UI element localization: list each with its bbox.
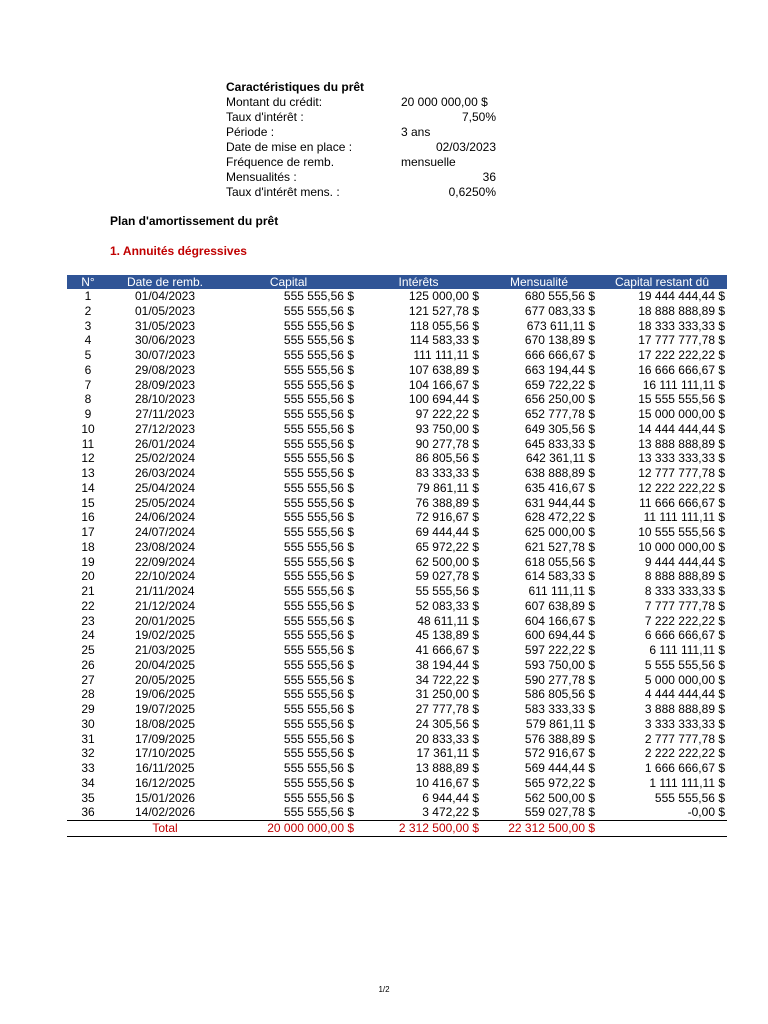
cell-capital: 555 555,56 $ <box>283 421 354 436</box>
total-label: Total <box>109 821 221 837</box>
cell-remaining: 15 555 555,56 $ <box>638 392 725 407</box>
cell-payment: 628 472,22 $ <box>524 510 595 525</box>
cell-payment: 673 611,11 $ <box>526 318 595 333</box>
cell-interest: 20 833,33 $ <box>415 731 479 746</box>
table-row <box>67 702 727 717</box>
cell-number: 9 <box>84 407 92 421</box>
cell-payment: 600 694,44 $ <box>524 628 595 643</box>
cell-date: 14/02/2026 <box>134 805 196 820</box>
cell-payment: 559 027,78 $ <box>524 805 595 820</box>
total-row <box>67 821 727 837</box>
cell-number: 22 <box>81 598 95 613</box>
cell-remaining: 1 666 666,67 $ <box>644 761 725 775</box>
cell-capital: 555 555,56 $ <box>283 716 354 731</box>
cell-interest: 100 694,44 $ <box>408 392 479 407</box>
cell-payment: 607 638,89 $ <box>524 598 595 613</box>
table-row <box>67 614 727 629</box>
field-label: Période : <box>226 125 275 139</box>
cell-number: 32 <box>81 746 95 761</box>
table-row <box>67 481 727 496</box>
cell-date: 25/05/2024 <box>134 495 196 510</box>
cell-date: 21/11/2024 <box>135 584 195 598</box>
field-value: 36 <box>482 170 496 184</box>
cell-number: 24 <box>81 628 95 643</box>
cell-remaining: 13 333 333,33 $ <box>638 451 725 466</box>
cell-interest: 65 972,22 $ <box>415 539 479 554</box>
cell-capital: 555 555,56 $ <box>283 657 354 672</box>
cell-capital: 555 555,56 $ <box>283 613 354 628</box>
cell-interest: 79 861,11 $ <box>416 480 479 495</box>
cell-number: 36 <box>81 805 95 820</box>
cell-interest: 83 333,33 $ <box>415 466 479 480</box>
table-row <box>67 304 727 319</box>
cell-date: 30/06/2023 <box>134 333 196 348</box>
cell-payment: 680 555,56 $ <box>524 289 595 303</box>
cell-remaining: 6 666 666,67 $ <box>644 628 725 643</box>
cell-capital: 555 555,56 $ <box>283 702 354 716</box>
table-row <box>67 569 727 584</box>
cell-remaining: 11 666 666,67 $ <box>639 495 725 510</box>
cell-capital: 555 555,56 $ <box>283 569 354 584</box>
cell-capital: 555 555,56 $ <box>283 333 354 348</box>
cell-capital: 555 555,56 $ <box>283 495 354 510</box>
cell-remaining: 2 777 777,78 $ <box>644 731 725 746</box>
col-header-date: Date de remb. <box>109 275 221 289</box>
cell-capital: 555 555,56 $ <box>283 362 354 377</box>
cell-date: 18/08/2025 <box>134 716 196 731</box>
cell-interest: 121 527,78 $ <box>408 303 479 318</box>
table-row <box>67 407 727 422</box>
field-value: 7,50% <box>461 110 496 124</box>
table-row <box>67 378 727 393</box>
cell-payment: 645 833,33 $ <box>524 436 595 451</box>
field-label: Taux d'intérêt mens. : <box>226 185 340 199</box>
cell-interest: 52 083,33 $ <box>415 598 479 613</box>
cell-payment: 597 222,22 $ <box>524 643 595 657</box>
cell-number: 11 <box>81 436 95 451</box>
cell-remaining: 16 111 111,11 $ <box>642 377 725 392</box>
cell-number: 34 <box>81 775 95 790</box>
cell-capital: 555 555,56 $ <box>283 466 354 480</box>
cell-date: 28/10/2023 <box>134 392 196 407</box>
cell-date: 26/03/2024 <box>134 466 196 480</box>
cell-date: 25/04/2024 <box>134 480 196 495</box>
cell-capital: 555 555,56 $ <box>283 584 354 598</box>
cell-capital: 555 555,56 $ <box>283 451 354 466</box>
cell-interest: 69 444,44 $ <box>415 525 479 539</box>
cell-date: 20/01/2025 <box>134 613 196 628</box>
cell-interest: 72 916,67 $ <box>415 510 479 525</box>
cell-number: 20 <box>81 569 95 584</box>
cell-capital: 555 555,56 $ <box>283 805 354 820</box>
field-value: mensuelle <box>401 155 456 169</box>
subsection-title: 1. Annuités dégressives <box>110 244 247 258</box>
table-row <box>67 599 727 614</box>
cell-capital: 555 555,56 $ <box>283 554 354 569</box>
table-row <box>67 643 727 658</box>
cell-remaining: 17 222 222,22 $ <box>638 348 725 362</box>
cell-remaining: 5 555 555,56 $ <box>644 657 725 672</box>
cell-payment: 576 388,89 $ <box>524 731 595 746</box>
amortization-table <box>67 275 727 837</box>
cell-capital: 555 555,56 $ <box>283 539 354 554</box>
cell-remaining: 11 111 111,11 $ <box>643 510 725 525</box>
cell-payment: 583 333,33 $ <box>524 702 595 716</box>
cell-number: 30 <box>81 716 95 731</box>
cell-capital: 555 555,56 $ <box>283 392 354 407</box>
cell-interest: 45 138,89 $ <box>415 628 479 643</box>
cell-payment: 621 527,78 $ <box>524 539 595 554</box>
cell-capital: 555 555,56 $ <box>283 775 354 790</box>
cell-interest: 107 638,89 $ <box>408 362 479 377</box>
cell-number: 13 <box>81 466 95 480</box>
cell-number: 1 <box>84 289 92 303</box>
table-row <box>67 319 727 334</box>
cell-interest: 86 805,56 $ <box>415 451 479 466</box>
cell-interest: 93 750,00 $ <box>415 421 479 436</box>
table-row <box>67 392 727 407</box>
cell-remaining: 9 444 444,44 $ <box>644 554 725 569</box>
table-row <box>67 584 727 599</box>
cell-date: 24/07/2024 <box>134 525 196 539</box>
cell-interest: 17 361,11 $ <box>416 746 479 761</box>
cell-capital: 555 555,56 $ <box>283 303 354 318</box>
cell-interest: 111 111,11 $ <box>413 348 479 362</box>
cell-capital: 555 555,56 $ <box>283 436 354 451</box>
cell-payment: 611 111,11 $ <box>528 584 595 598</box>
table-row <box>67 333 727 348</box>
cell-payment: 666 666,67 $ <box>524 348 595 362</box>
cell-interest: 76 388,89 $ <box>415 495 479 510</box>
cell-payment: 663 194,44 $ <box>524 362 595 377</box>
cell-payment: 625 000,00 $ <box>524 525 595 539</box>
cell-remaining: 7 222 222,22 $ <box>644 613 725 628</box>
table-row <box>67 673 727 688</box>
cell-date: 24/06/2024 <box>134 510 196 525</box>
cell-remaining: 7 777 777,78 $ <box>644 598 725 613</box>
cell-remaining: 6 111 111,11 $ <box>649 643 725 657</box>
cell-capital: 555 555,56 $ <box>283 525 354 539</box>
table-row <box>67 717 727 732</box>
cell-interest: 118 055,56 $ <box>409 318 479 333</box>
cell-number: 15 <box>81 495 95 510</box>
cell-number: 14 <box>81 480 95 495</box>
cell-interest: 55 555,56 $ <box>415 584 479 598</box>
cell-remaining: 17 777 777,78 $ <box>638 333 725 348</box>
cell-payment: 635 416,67 $ <box>524 480 595 495</box>
cell-date: 23/08/2024 <box>134 539 196 554</box>
cell-payment: 649 305,56 $ <box>524 421 595 436</box>
cell-capital: 555 555,56 $ <box>283 628 354 643</box>
cell-payment: 670 138,89 $ <box>524 333 595 348</box>
cell-remaining: 8 888 888,89 $ <box>644 569 725 584</box>
cell-remaining: 5 000 000,00 $ <box>644 672 725 687</box>
cell-capital: 555 555,56 $ <box>283 480 354 495</box>
cell-capital: 555 555,56 $ <box>283 289 354 303</box>
cell-date: 31/05/2023 <box>134 318 196 333</box>
cell-date: 19/06/2025 <box>134 687 196 702</box>
cell-payment: 593 750,00 $ <box>524 657 595 672</box>
cell-payment: 569 444,44 $ <box>524 761 595 775</box>
table-row <box>67 746 727 761</box>
cell-number: 19 <box>81 554 95 569</box>
cell-number: 31 <box>81 731 95 746</box>
cell-remaining: 18 888 888,89 $ <box>638 303 725 318</box>
cell-remaining: -0,00 $ <box>687 805 725 820</box>
section-title: Plan d'amortissement du prêt <box>110 214 279 228</box>
cell-payment: 652 777,78 $ <box>524 407 595 421</box>
cell-remaining: 8 333 333,33 $ <box>644 584 725 598</box>
cell-date: 28/09/2023 <box>134 377 196 392</box>
cell-payment: 572 916,67 $ <box>524 746 595 761</box>
cell-number: 4 <box>84 333 92 348</box>
cell-capital: 555 555,56 $ <box>283 377 354 392</box>
cell-date: 20/05/2025 <box>134 672 196 687</box>
field-value: 20 000 000,00 $ <box>401 95 488 109</box>
cell-payment: 659 722,22 $ <box>524 377 595 392</box>
field-label: Fréquence de remb. <box>226 155 335 169</box>
cell-capital: 555 555,56 $ <box>283 598 354 613</box>
col-header-interest: Intérêts <box>356 275 481 289</box>
total-payment: 22 312 500,00 $ <box>481 821 597 837</box>
table-row <box>67 496 727 511</box>
cell-remaining: 4 444 444,44 $ <box>644 687 725 702</box>
table-row <box>67 791 727 806</box>
loan-characteristics-title: Caractéristiques du prêt <box>226 80 365 94</box>
field-value: 3 ans <box>401 125 431 139</box>
table-row <box>67 466 727 481</box>
cell-interest: 27 777,78 $ <box>415 702 479 716</box>
cell-interest: 48 611,11 $ <box>417 613 479 628</box>
page-number: 1/2 <box>378 985 390 994</box>
cell-capital: 555 555,56 $ <box>283 318 354 333</box>
col-header-number: N° <box>67 275 109 289</box>
field-value: 0,6250% <box>448 185 496 199</box>
table-row <box>67 363 727 378</box>
cell-interest: 41 666,67 $ <box>415 643 479 657</box>
cell-number: 5 <box>84 348 92 362</box>
cell-number: 33 <box>81 761 95 775</box>
table-row <box>67 348 727 363</box>
cell-number: 3 <box>84 318 92 333</box>
cell-interest: 125 000,00 $ <box>408 289 479 303</box>
col-header-payment: Mensualité <box>481 275 597 289</box>
table-row <box>67 289 727 304</box>
cell-number: 16 <box>81 510 95 525</box>
table-row <box>67 510 727 525</box>
cell-interest: 3 472,22 $ <box>422 805 479 820</box>
cell-remaining: 555 555,56 $ <box>654 790 725 805</box>
cell-interest: 10 416,67 $ <box>415 775 479 790</box>
cell-date: 01/05/2023 <box>134 303 196 318</box>
cell-capital: 555 555,56 $ <box>283 790 354 805</box>
cell-date: 17/10/2025 <box>134 746 196 761</box>
total-interest: 2 312 500,00 $ <box>356 821 481 837</box>
table-row <box>67 540 727 555</box>
col-header-remaining: Capital restant dû <box>597 275 727 289</box>
cell-capital: 555 555,56 $ <box>283 407 354 421</box>
cell-payment: 562 500,00 $ <box>524 790 595 805</box>
table-row <box>67 451 727 466</box>
cell-interest: 114 583,33 $ <box>409 333 479 348</box>
field-label: Taux d'intérêt : <box>226 110 304 124</box>
cell-payment: 565 972,22 $ <box>524 775 595 790</box>
cell-remaining: 13 888 888,89 $ <box>638 436 725 451</box>
table-row <box>67 628 727 643</box>
table-row <box>67 525 727 540</box>
cell-capital: 555 555,56 $ <box>283 731 354 746</box>
cell-payment: 656 250,00 $ <box>524 392 595 407</box>
cell-number: 2 <box>84 303 92 318</box>
table-row <box>67 805 727 820</box>
cell-date: 27/11/2023 <box>135 407 195 421</box>
cell-capital: 555 555,56 $ <box>283 746 354 761</box>
cell-capital: 555 555,56 $ <box>283 348 354 362</box>
cell-date: 19/07/2025 <box>134 702 196 716</box>
cell-payment: 586 805,56 $ <box>524 687 595 702</box>
cell-remaining: 10 000 000,00 $ <box>638 539 725 554</box>
cell-remaining: 14 444 444,44 $ <box>638 421 725 436</box>
table-row <box>67 555 727 570</box>
cell-number: 8 <box>84 392 92 407</box>
cell-payment: 590 277,78 $ <box>524 672 595 687</box>
cell-remaining: 18 333 333,33 $ <box>638 318 725 333</box>
cell-remaining: 1 111 111,11 $ <box>649 775 725 790</box>
cell-number: 6 <box>84 362 92 377</box>
cell-capital: 555 555,56 $ <box>283 761 354 775</box>
cell-date: 16/12/2025 <box>134 775 196 790</box>
cell-number: 21 <box>81 584 95 598</box>
cell-payment: 631 944,44 $ <box>524 495 595 510</box>
field-value: 02/03/2023 <box>435 140 496 154</box>
cell-number: 28 <box>81 687 95 702</box>
table-row <box>67 687 727 702</box>
cell-remaining: 10 555 555,56 $ <box>638 525 725 539</box>
cell-date: 19/02/2025 <box>134 628 196 643</box>
cell-number: 25 <box>81 643 95 657</box>
cell-date: 21/12/2024 <box>134 598 196 613</box>
cell-interest: 97 222,22 $ <box>415 407 479 421</box>
cell-number: 26 <box>81 657 95 672</box>
cell-interest: 90 277,78 $ <box>415 436 479 451</box>
cell-number: 35 <box>81 790 95 805</box>
cell-payment: 677 083,33 $ <box>524 303 595 318</box>
cell-interest: 59 027,78 $ <box>415 569 479 584</box>
cell-date: 21/03/2025 <box>134 643 196 657</box>
cell-payment: 614 583,33 $ <box>524 569 595 584</box>
cell-number: 12 <box>81 451 95 466</box>
cell-remaining: 12 222 222,22 $ <box>638 480 725 495</box>
cell-capital: 555 555,56 $ <box>283 510 354 525</box>
table-row <box>67 422 727 437</box>
cell-date: 27/12/2023 <box>134 421 196 436</box>
cell-interest: 31 250,00 $ <box>415 687 479 702</box>
table-row <box>67 776 727 791</box>
cell-interest: 6 944,44 $ <box>422 790 479 805</box>
cell-remaining: 3 888 888,89 $ <box>644 702 725 716</box>
cell-payment: 579 861,11 $ <box>525 716 595 731</box>
cell-interest: 62 500,00 $ <box>415 554 479 569</box>
cell-date: 15/01/2026 <box>134 790 196 805</box>
cell-interest: 38 194,44 $ <box>415 657 479 672</box>
cell-interest: 13 888,89 $ <box>415 761 479 775</box>
cell-capital: 555 555,56 $ <box>283 672 354 687</box>
cell-payment: 638 888,89 $ <box>524 466 595 480</box>
cell-interest: 104 166,67 $ <box>408 377 479 392</box>
cell-date: 29/08/2023 <box>134 362 196 377</box>
cell-number: 29 <box>81 702 95 716</box>
cell-remaining: 15 000 000,00 $ <box>638 407 725 421</box>
cell-date: 20/04/2025 <box>134 657 196 672</box>
table-row <box>67 658 727 673</box>
cell-date: 01/04/2023 <box>134 289 196 303</box>
table-row <box>67 437 727 452</box>
cell-remaining: 12 777 777,78 $ <box>638 466 725 480</box>
cell-payment: 618 055,56 $ <box>524 554 595 569</box>
cell-number: 7 <box>84 377 92 392</box>
cell-interest: 34 722,22 $ <box>415 672 479 687</box>
cell-date: 17/09/2025 <box>134 731 196 746</box>
table-row <box>67 732 727 747</box>
cell-number: 18 <box>81 539 95 554</box>
cell-number: 23 <box>81 613 95 628</box>
cell-date: 30/07/2023 <box>134 348 196 362</box>
cell-capital: 555 555,56 $ <box>283 687 354 702</box>
cell-date: 25/02/2024 <box>134 451 196 466</box>
field-label: Date de mise en place : <box>226 140 353 154</box>
cell-interest: 24 305,56 $ <box>415 716 479 731</box>
table-header-row <box>67 275 727 289</box>
total-capital: 20 000 000,00 $ <box>221 821 356 837</box>
field-label: Mensualités : <box>226 170 297 184</box>
cell-date: 26/01/2024 <box>134 436 196 451</box>
cell-payment: 642 361,11 $ <box>525 451 595 466</box>
cell-number: 27 <box>81 672 95 687</box>
cell-date: 22/10/2024 <box>134 569 196 584</box>
cell-remaining: 3 333 333,33 $ <box>644 716 725 731</box>
field-label: Montant du crédit: <box>226 95 323 109</box>
table-row <box>67 761 727 776</box>
cell-remaining: 2 222 222,22 $ <box>644 746 725 761</box>
cell-remaining: 16 666 666,67 $ <box>638 362 725 377</box>
cell-capital: 555 555,56 $ <box>283 643 354 657</box>
cell-number: 10 <box>81 421 95 436</box>
cell-number: 17 <box>81 525 95 539</box>
cell-remaining: 19 444 444,44 $ <box>638 289 725 303</box>
cell-payment: 604 166,67 $ <box>524 613 595 628</box>
cell-date: 16/11/2025 <box>135 761 195 775</box>
col-header-capital: Capital <box>221 275 356 289</box>
cell-date: 22/09/2024 <box>134 554 196 569</box>
